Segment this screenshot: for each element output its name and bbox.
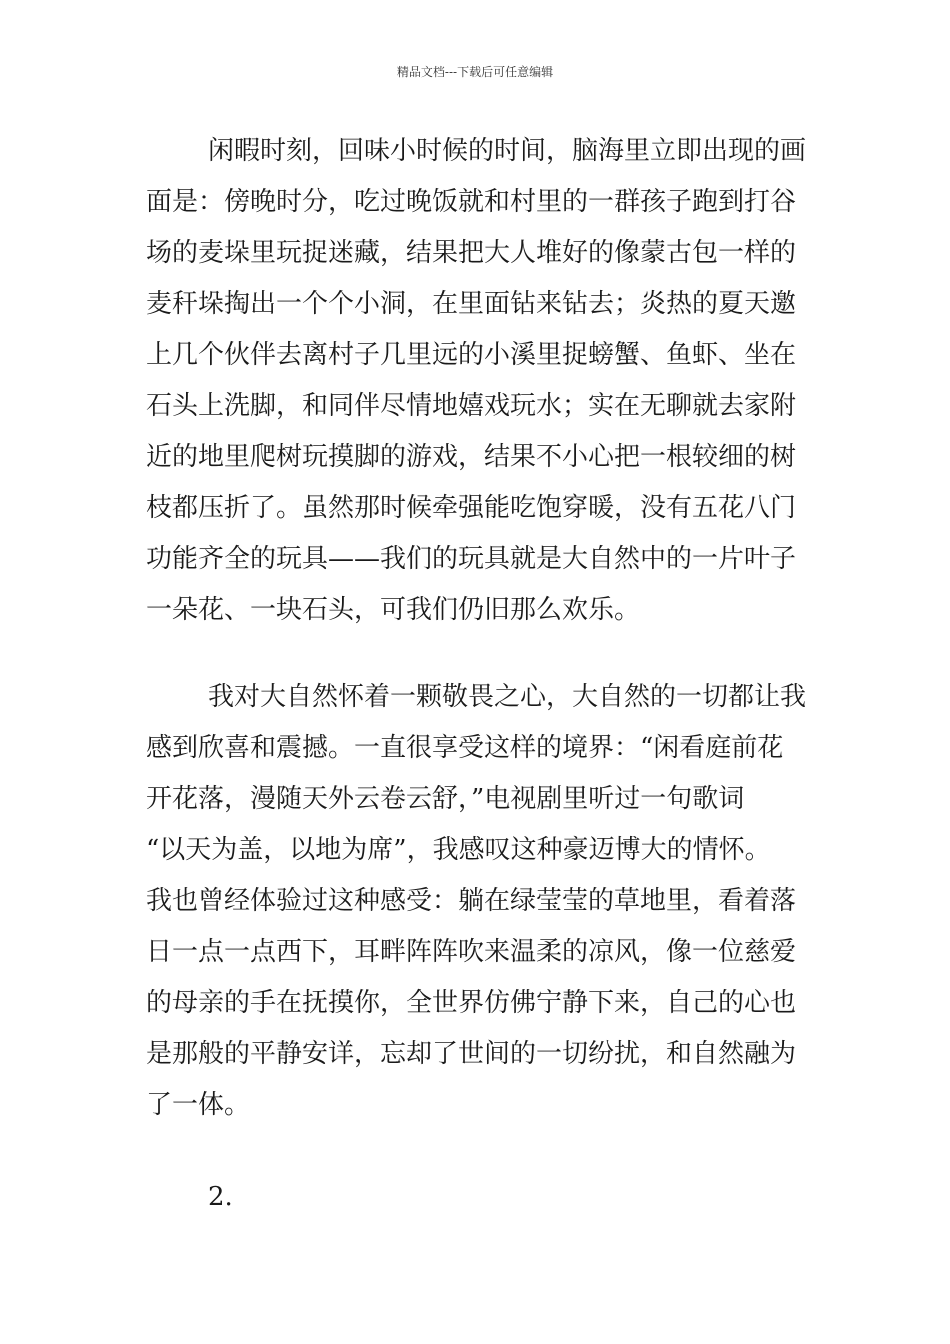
paragraph-line: 一朵花、一块石头，可我们仍旧那么欢乐。 <box>146 595 641 625</box>
paragraph-line: 面是：傍晚时分，吃过晚饭就和村里的一群孩子跑到打谷 <box>146 187 797 217</box>
paragraph-line: 了一体。 <box>146 1090 251 1120</box>
paragraph-line: 我也曾经体验过这种感受：躺在绿莹莹的草地里，看着落 <box>146 886 797 916</box>
paragraph-line: 日一点一点西下，耳畔阵阵吹来温柔的凉风，像一位慈爱 <box>146 937 797 967</box>
paragraph-line: “以天为盖，以地为席”，我感叹这种豪迈博大的情怀。 <box>146 835 771 865</box>
paragraph-line: 近的地里爬树玩摸脚的游戏，结果不小心把一根较细的树 <box>146 442 797 472</box>
paragraph-line: 石头上洗脚，和同伴尽情地嬉戏玩水；实在无聊就去家附 <box>146 391 797 421</box>
page-header: 精品文档---下载后可任意编辑 <box>396 65 554 79</box>
list-marker: 2. <box>208 1182 233 1212</box>
paragraph-line: 是那般的平静安详，忘却了世间的一切纷扰，和自然融为 <box>146 1039 797 1069</box>
paragraph-line: 我对大自然怀着一颗敬畏之心，大自然的一切都让我 <box>208 682 807 712</box>
paragraph-line: 开花落，漫随天外云卷云舒，”电视剧里听过一句歌词 <box>146 784 745 814</box>
paragraph-line: 麦秆垛掏出一个个小洞，在里面钻来钻去；炎热的夏天邀 <box>146 289 797 319</box>
paragraph-line: 上几个伙伴去离村子几里远的小溪里捉螃蟹、鱼虾、坐在 <box>146 340 797 370</box>
paragraph-line: 功能齐全的玩具——我们的玩具就是大自然中的一片叶子 <box>146 544 797 574</box>
paragraph-line: 闲暇时刻，回味小时候的时间，脑海里立即出现的画 <box>208 136 807 166</box>
paragraph-line: 场的麦垛里玩捉迷藏，结果把大人堆好的像蒙古包一样的 <box>146 238 797 268</box>
paragraph-2 <box>146 672 810 1131</box>
paragraph-line: 感到欣喜和震撼。一直很享受这样的境界：“闲看庭前花 <box>146 733 784 763</box>
paragraph-line: 枝都压折了。虽然那时候牵强能吃饱穿暖，没有五花八门 <box>146 493 797 523</box>
paragraph-line: 的母亲的手在抚摸你，全世界仿佛宁静下来，自己的心也 <box>146 988 797 1018</box>
paragraph-1 <box>146 126 810 636</box>
